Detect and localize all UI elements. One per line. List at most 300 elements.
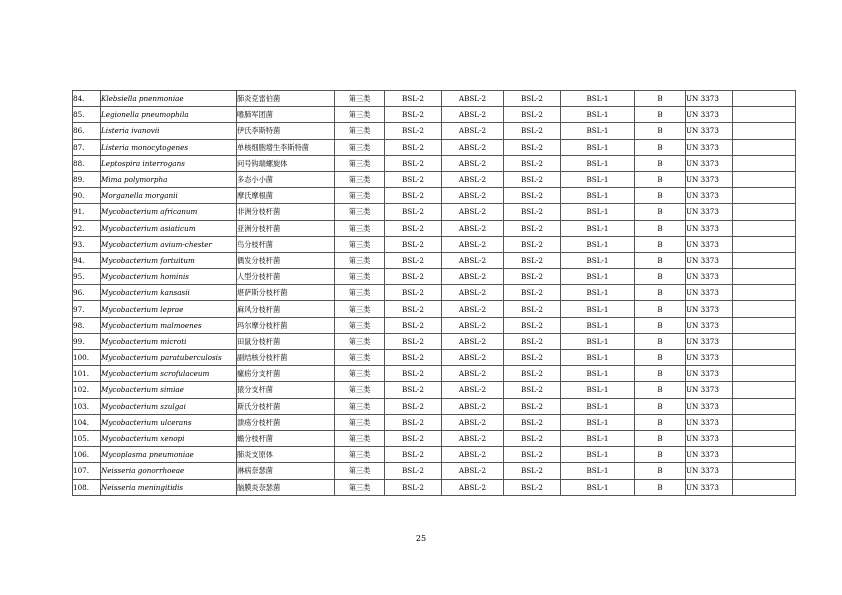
lab-level-c-cell: BSL-2 — [504, 123, 561, 139]
row-number-cell: 85. — [73, 107, 101, 123]
animal-lab-level-cell: ABSL-2 — [442, 350, 504, 366]
scientific-name-cell: Mycobacterium asiaticum — [101, 220, 237, 236]
hazard-class-cell: 第三类 — [335, 220, 385, 236]
lab-level-a-cell: BSL-2 — [385, 398, 442, 414]
lab-level-d-cell: BSL-1 — [561, 382, 635, 398]
blank-cell-cell — [733, 220, 796, 236]
un-number-cell: UN 3373 — [686, 414, 733, 430]
scientific-name-cell: Listeria monocytogenes — [101, 139, 237, 155]
chinese-name-cell: 瘰疬分支杆菌 — [237, 366, 335, 382]
animal-lab-level-cell: ABSL-2 — [442, 463, 504, 479]
animal-lab-level-cell: ABSL-2 — [442, 398, 504, 414]
scientific-name-cell: Mycobacterium scrofulaceum — [101, 366, 237, 382]
chinese-name-cell: 鸟分枝杆菌 — [237, 236, 335, 252]
scientific-name-cell: Mycobacterium hominis — [101, 269, 237, 285]
lab-level-d-cell: BSL-1 — [561, 107, 635, 123]
transport-category-cell: B — [635, 366, 686, 382]
hazard-class-cell: 第三类 — [335, 382, 385, 398]
row-number-cell: 93. — [73, 236, 101, 252]
hazard-class-cell: 第三类 — [335, 366, 385, 382]
lab-level-a-cell: BSL-2 — [385, 430, 442, 446]
scientific-name-cell: Mycobacterium ulcerans — [101, 414, 237, 430]
row-number-cell: 103. — [73, 398, 101, 414]
animal-lab-level-cell: ABSL-2 — [442, 301, 504, 317]
blank-cell-cell — [733, 382, 796, 398]
lab-level-a-cell: BSL-2 — [385, 447, 442, 463]
hazard-class-cell: 第三类 — [335, 463, 385, 479]
lab-level-d-cell: BSL-1 — [561, 430, 635, 446]
chinese-name-cell: 副结核分枝杆菌 — [237, 350, 335, 366]
hazard-class-cell: 第三类 — [335, 350, 385, 366]
hazard-class-cell: 第三类 — [335, 430, 385, 446]
row-number-cell: 97. — [73, 301, 101, 317]
chinese-name-cell: 肺炎克雷伯菌 — [237, 91, 335, 107]
hazard-class-cell: 第三类 — [335, 155, 385, 171]
transport-category-cell: B — [635, 333, 686, 349]
lab-level-a-cell: BSL-2 — [385, 139, 442, 155]
lab-level-d-cell: BSL-1 — [561, 479, 635, 495]
transport-category-cell: B — [635, 430, 686, 446]
transport-category-cell: B — [635, 123, 686, 139]
blank-cell-cell — [733, 139, 796, 155]
animal-lab-level-cell: ABSL-2 — [442, 155, 504, 171]
scientific-name-cell: Listeria ivanovii — [101, 123, 237, 139]
animal-lab-level-cell: ABSL-2 — [442, 220, 504, 236]
blank-cell-cell — [733, 430, 796, 446]
un-number-cell: UN 3373 — [686, 155, 733, 171]
lab-level-c-cell: BSL-2 — [504, 447, 561, 463]
un-number-cell: UN 3373 — [686, 220, 733, 236]
lab-level-c-cell: BSL-2 — [504, 317, 561, 333]
scientific-name-cell: Legionella pneumophila — [101, 107, 237, 123]
lab-level-a-cell: BSL-2 — [385, 171, 442, 187]
table-row — [73, 447, 796, 463]
table-row — [73, 463, 796, 479]
lab-level-c-cell: BSL-2 — [504, 414, 561, 430]
un-number-cell: UN 3373 — [686, 430, 733, 446]
chinese-name-cell: 偶发分枝杆菌 — [237, 252, 335, 268]
blank-cell-cell — [733, 204, 796, 220]
lab-level-c-cell: BSL-2 — [504, 301, 561, 317]
animal-lab-level-cell: ABSL-2 — [442, 123, 504, 139]
row-number-cell: 87. — [73, 139, 101, 155]
transport-category-cell: B — [635, 382, 686, 398]
scientific-name-cell: Neisseria gonorrhoeae — [101, 463, 237, 479]
lab-level-c-cell: BSL-2 — [504, 269, 561, 285]
lab-level-d-cell: BSL-1 — [561, 269, 635, 285]
un-number-cell: UN 3373 — [686, 91, 733, 107]
blank-cell-cell — [733, 301, 796, 317]
lab-level-c-cell: BSL-2 — [504, 171, 561, 187]
blank-cell-cell — [733, 123, 796, 139]
chinese-name-cell: 单核细胞增生李斯特菌 — [237, 139, 335, 155]
table-row — [73, 220, 796, 236]
lab-level-c-cell: BSL-2 — [504, 430, 561, 446]
lab-level-d-cell: BSL-1 — [561, 414, 635, 430]
transport-category-cell: B — [635, 188, 686, 204]
un-number-cell: UN 3373 — [686, 123, 733, 139]
table-row — [73, 430, 796, 446]
blank-cell-cell — [733, 91, 796, 107]
chinese-name-cell: 溃疡分枝杆菌 — [237, 414, 335, 430]
hazard-class-cell: 第三类 — [335, 414, 385, 430]
animal-lab-level-cell: ABSL-2 — [442, 430, 504, 446]
hazard-class-cell: 第三类 — [335, 317, 385, 333]
scientific-name-cell: Mycobacterium simiae — [101, 382, 237, 398]
transport-category-cell: B — [635, 155, 686, 171]
scientific-name-cell: Mycobacterium leprae — [101, 301, 237, 317]
animal-lab-level-cell: ABSL-2 — [442, 269, 504, 285]
row-number-cell: 88. — [73, 155, 101, 171]
table-row — [73, 479, 796, 495]
chinese-name-cell: 肺炎支原体 — [237, 447, 335, 463]
animal-lab-level-cell: ABSL-2 — [442, 285, 504, 301]
row-number-cell: 96. — [73, 285, 101, 301]
lab-level-d-cell: BSL-1 — [561, 220, 635, 236]
lab-level-d-cell: BSL-1 — [561, 447, 635, 463]
un-number-cell: UN 3373 — [686, 236, 733, 252]
un-number-cell: UN 3373 — [686, 252, 733, 268]
transport-category-cell: B — [635, 301, 686, 317]
hazard-class-cell: 第三类 — [335, 479, 385, 495]
lab-level-a-cell: BSL-2 — [385, 269, 442, 285]
transport-category-cell: B — [635, 252, 686, 268]
table-row — [73, 398, 796, 414]
row-number-cell: 105. — [73, 430, 101, 446]
row-number-cell: 90. — [73, 188, 101, 204]
lab-level-a-cell: BSL-2 — [385, 333, 442, 349]
scientific-name-cell: Klebsiella pnenmoniae — [101, 91, 237, 107]
transport-category-cell: B — [635, 463, 686, 479]
table-row — [73, 269, 796, 285]
transport-category-cell: B — [635, 236, 686, 252]
row-number-cell: 106. — [73, 447, 101, 463]
un-number-cell: UN 3373 — [686, 382, 733, 398]
lab-level-d-cell: BSL-1 — [561, 285, 635, 301]
transport-category-cell: B — [635, 398, 686, 414]
lab-level-c-cell: BSL-2 — [504, 366, 561, 382]
animal-lab-level-cell: ABSL-2 — [442, 479, 504, 495]
chinese-name-cell: 玛尔摩分枝杆菌 — [237, 317, 335, 333]
scientific-name-cell: Mycobacterium xenopi — [101, 430, 237, 446]
animal-lab-level-cell: ABSL-2 — [442, 382, 504, 398]
lab-level-a-cell: BSL-2 — [385, 301, 442, 317]
row-number-cell: 104. — [73, 414, 101, 430]
un-number-cell: UN 3373 — [686, 204, 733, 220]
un-number-cell: UN 3373 — [686, 333, 733, 349]
hazard-class-cell: 第三类 — [335, 171, 385, 187]
chinese-name-cell: 脑膜炎奈瑟菌 — [237, 479, 335, 495]
table-row — [73, 382, 796, 398]
table-row — [73, 91, 796, 107]
chinese-name-cell: 蟾分枝杆菌 — [237, 430, 335, 446]
hazard-class-cell: 第三类 — [335, 236, 385, 252]
table-row — [73, 333, 796, 349]
lab-level-d-cell: BSL-1 — [561, 252, 635, 268]
row-number-cell: 84. — [73, 91, 101, 107]
table-row — [73, 301, 796, 317]
lab-level-c-cell: BSL-2 — [504, 204, 561, 220]
lab-level-d-cell: BSL-1 — [561, 123, 635, 139]
row-number-cell: 89. — [73, 171, 101, 187]
transport-category-cell: B — [635, 107, 686, 123]
hazard-class-cell: 第三类 — [335, 447, 385, 463]
hazard-class-cell: 第三类 — [335, 285, 385, 301]
lab-level-a-cell: BSL-2 — [385, 91, 442, 107]
blank-cell-cell — [733, 107, 796, 123]
chinese-name-cell: 斯氏分枝杆菌 — [237, 398, 335, 414]
transport-category-cell: B — [635, 220, 686, 236]
lab-level-a-cell: BSL-2 — [385, 188, 442, 204]
chinese-name-cell: 摩氏摩根菌 — [237, 188, 335, 204]
table-row — [73, 414, 796, 430]
blank-cell-cell — [733, 447, 796, 463]
chinese-name-cell: 多态小小菌 — [237, 171, 335, 187]
lab-level-c-cell: BSL-2 — [504, 463, 561, 479]
row-number-cell: 94. — [73, 252, 101, 268]
lab-level-a-cell: BSL-2 — [385, 155, 442, 171]
lab-level-a-cell: BSL-2 — [385, 285, 442, 301]
lab-level-c-cell: BSL-2 — [504, 236, 561, 252]
row-number-cell: 99. — [73, 333, 101, 349]
lab-level-c-cell: BSL-2 — [504, 479, 561, 495]
lab-level-a-cell: BSL-2 — [385, 366, 442, 382]
row-number-cell: 92. — [73, 220, 101, 236]
un-number-cell: UN 3373 — [686, 366, 733, 382]
lab-level-d-cell: BSL-1 — [561, 366, 635, 382]
chinese-name-cell: 淋病奈瑟菌 — [237, 463, 335, 479]
lab-level-d-cell: BSL-1 — [561, 301, 635, 317]
hazard-class-cell: 第三类 — [335, 252, 385, 268]
table-row — [73, 155, 796, 171]
lab-level-d-cell: BSL-1 — [561, 171, 635, 187]
chinese-name-cell: 猿分支杆菌 — [237, 382, 335, 398]
table-row — [73, 107, 796, 123]
blank-cell-cell — [733, 269, 796, 285]
blank-cell-cell — [733, 155, 796, 171]
row-number-cell: 102. — [73, 382, 101, 398]
blank-cell-cell — [733, 414, 796, 430]
lab-level-d-cell: BSL-1 — [561, 188, 635, 204]
animal-lab-level-cell: ABSL-2 — [442, 317, 504, 333]
scientific-name-cell: Mycobacterium kansasii — [101, 285, 237, 301]
table-row — [73, 236, 796, 252]
table-body — [73, 91, 796, 496]
table-row — [73, 188, 796, 204]
un-number-cell: UN 3373 — [686, 463, 733, 479]
blank-cell-cell — [733, 366, 796, 382]
hazard-class-cell: 第三类 — [335, 333, 385, 349]
lab-level-d-cell: BSL-1 — [561, 350, 635, 366]
lab-level-a-cell: BSL-2 — [385, 252, 442, 268]
table-row — [73, 204, 796, 220]
row-number-cell: 108. — [73, 479, 101, 495]
animal-lab-level-cell: ABSL-2 — [442, 107, 504, 123]
lab-level-d-cell: BSL-1 — [561, 155, 635, 171]
scientific-name-cell: Mima polymorpha — [101, 171, 237, 187]
hazard-class-cell: 第三类 — [335, 123, 385, 139]
hazard-class-cell: 第三类 — [335, 301, 385, 317]
animal-lab-level-cell: ABSL-2 — [442, 366, 504, 382]
chinese-name-cell: 田鼠分枝杆菌 — [237, 333, 335, 349]
lab-level-d-cell: BSL-1 — [561, 139, 635, 155]
animal-lab-level-cell: ABSL-2 — [442, 91, 504, 107]
scientific-name-cell: Leptospira interrogans — [101, 155, 237, 171]
un-number-cell: UN 3373 — [686, 301, 733, 317]
hazard-class-cell: 第三类 — [335, 91, 385, 107]
hazard-class-cell: 第三类 — [335, 188, 385, 204]
transport-category-cell: B — [635, 350, 686, 366]
lab-level-d-cell: BSL-1 — [561, 236, 635, 252]
un-number-cell: UN 3373 — [686, 107, 733, 123]
blank-cell-cell — [733, 252, 796, 268]
table-row — [73, 171, 796, 187]
hazard-class-cell: 第三类 — [335, 269, 385, 285]
table-row — [73, 139, 796, 155]
lab-level-c-cell: BSL-2 — [504, 252, 561, 268]
lab-level-a-cell: BSL-2 — [385, 204, 442, 220]
scientific-name-cell: Mycobacterium malmoenes — [101, 317, 237, 333]
animal-lab-level-cell: ABSL-2 — [442, 188, 504, 204]
page-number: 25 — [415, 534, 427, 543]
un-number-cell: UN 3373 — [686, 447, 733, 463]
lab-level-d-cell: BSL-1 — [561, 333, 635, 349]
lab-level-c-cell: BSL-2 — [504, 91, 561, 107]
un-number-cell: UN 3373 — [686, 139, 733, 155]
un-number-cell: UN 3373 — [686, 479, 733, 495]
lab-level-d-cell: BSL-1 — [561, 463, 635, 479]
animal-lab-level-cell: ABSL-2 — [442, 171, 504, 187]
blank-cell-cell — [733, 171, 796, 187]
row-number-cell: 101. — [73, 366, 101, 382]
scientific-name-cell: Mycobacterium microti — [101, 333, 237, 349]
blank-cell-cell — [733, 350, 796, 366]
chinese-name-cell: 堪萨斯分枝杆菌 — [237, 285, 335, 301]
animal-lab-level-cell: ABSL-2 — [442, 333, 504, 349]
table-row — [73, 252, 796, 268]
un-number-cell: UN 3373 — [686, 317, 733, 333]
scientific-name-cell: Morganella morganii — [101, 188, 237, 204]
lab-level-c-cell: BSL-2 — [504, 107, 561, 123]
animal-lab-level-cell: ABSL-2 — [442, 414, 504, 430]
table-row — [73, 350, 796, 366]
animal-lab-level-cell: ABSL-2 — [442, 236, 504, 252]
hazard-class-cell: 第三类 — [335, 398, 385, 414]
transport-category-cell: B — [635, 269, 686, 285]
blank-cell-cell — [733, 333, 796, 349]
scientific-name-cell: Mycobacterium szulgai — [101, 398, 237, 414]
lab-level-a-cell: BSL-2 — [385, 382, 442, 398]
transport-category-cell: B — [635, 479, 686, 495]
row-number-cell: 95. — [73, 269, 101, 285]
blank-cell-cell — [733, 285, 796, 301]
chinese-name-cell: 亚洲分枝杆菌 — [237, 220, 335, 236]
scientific-name-cell: Mycoplasma pneumoniae — [101, 447, 237, 463]
blank-cell-cell — [733, 236, 796, 252]
chinese-name-cell: 麻风分枝杆菌 — [237, 301, 335, 317]
chinese-name-cell: 嗜肺军团菌 — [237, 107, 335, 123]
animal-lab-level-cell: ABSL-2 — [442, 204, 504, 220]
lab-level-c-cell: BSL-2 — [504, 382, 561, 398]
row-number-cell: 98. — [73, 317, 101, 333]
lab-level-d-cell: BSL-1 — [561, 398, 635, 414]
lab-level-c-cell: BSL-2 — [504, 350, 561, 366]
lab-level-d-cell: BSL-1 — [561, 91, 635, 107]
scientific-name-cell: Neisseria meningitidis — [101, 479, 237, 495]
blank-cell-cell — [733, 398, 796, 414]
lab-level-d-cell: BSL-1 — [561, 317, 635, 333]
lab-level-c-cell: BSL-2 — [504, 139, 561, 155]
lab-level-c-cell: BSL-2 — [504, 285, 561, 301]
pathogen-table — [72, 90, 796, 496]
blank-cell-cell — [733, 479, 796, 495]
transport-category-cell: B — [635, 204, 686, 220]
un-number-cell: UN 3373 — [686, 285, 733, 301]
lab-level-c-cell: BSL-2 — [504, 398, 561, 414]
animal-lab-level-cell: ABSL-2 — [442, 139, 504, 155]
blank-cell-cell — [733, 317, 796, 333]
blank-cell-cell — [733, 188, 796, 204]
hazard-class-cell: 第三类 — [335, 107, 385, 123]
scientific-name-cell: Mycobacterium paratuberculosis — [101, 350, 237, 366]
un-number-cell: UN 3373 — [686, 171, 733, 187]
chinese-name-cell: 非洲分枝杆菌 — [237, 204, 335, 220]
chinese-name-cell: 伊氏李斯特菌 — [237, 123, 335, 139]
lab-level-a-cell: BSL-2 — [385, 414, 442, 430]
lab-level-d-cell: BSL-1 — [561, 204, 635, 220]
row-number-cell: 107. — [73, 463, 101, 479]
hazard-class-cell: 第三类 — [335, 204, 385, 220]
transport-category-cell: B — [635, 285, 686, 301]
lab-level-c-cell: BSL-2 — [504, 155, 561, 171]
chinese-name-cell: 问号钩端螺旋体 — [237, 155, 335, 171]
un-number-cell: UN 3373 — [686, 188, 733, 204]
row-number-cell: 100. — [73, 350, 101, 366]
transport-category-cell: B — [635, 91, 686, 107]
lab-level-a-cell: BSL-2 — [385, 463, 442, 479]
transport-category-cell: B — [635, 447, 686, 463]
lab-level-a-cell: BSL-2 — [385, 317, 442, 333]
transport-category-cell: B — [635, 414, 686, 430]
un-number-cell: UN 3373 — [686, 398, 733, 414]
table-row — [73, 317, 796, 333]
lab-level-a-cell: BSL-2 — [385, 479, 442, 495]
lab-level-a-cell: BSL-2 — [385, 350, 442, 366]
scientific-name-cell: Mycobacterium fortuitum — [101, 252, 237, 268]
lab-level-c-cell: BSL-2 — [504, 188, 561, 204]
row-number-cell: 91. — [73, 204, 101, 220]
animal-lab-level-cell: ABSL-2 — [442, 252, 504, 268]
lab-level-a-cell: BSL-2 — [385, 236, 442, 252]
lab-level-c-cell: BSL-2 — [504, 333, 561, 349]
lab-level-a-cell: BSL-2 — [385, 107, 442, 123]
transport-category-cell: B — [635, 317, 686, 333]
scientific-name-cell: Mycobacterium africanum — [101, 204, 237, 220]
table-row — [73, 285, 796, 301]
table-row — [73, 366, 796, 382]
lab-level-c-cell: BSL-2 — [504, 220, 561, 236]
hazard-class-cell: 第三类 — [335, 139, 385, 155]
table-row — [73, 123, 796, 139]
row-number-cell: 86. — [73, 123, 101, 139]
chinese-name-cell: 人型分枝杆菌 — [237, 269, 335, 285]
transport-category-cell: B — [635, 171, 686, 187]
lab-level-a-cell: BSL-2 — [385, 220, 442, 236]
scientific-name-cell: Mycobacterium avium-chester — [101, 236, 237, 252]
un-number-cell: UN 3373 — [686, 350, 733, 366]
transport-category-cell: B — [635, 139, 686, 155]
un-number-cell: UN 3373 — [686, 269, 733, 285]
